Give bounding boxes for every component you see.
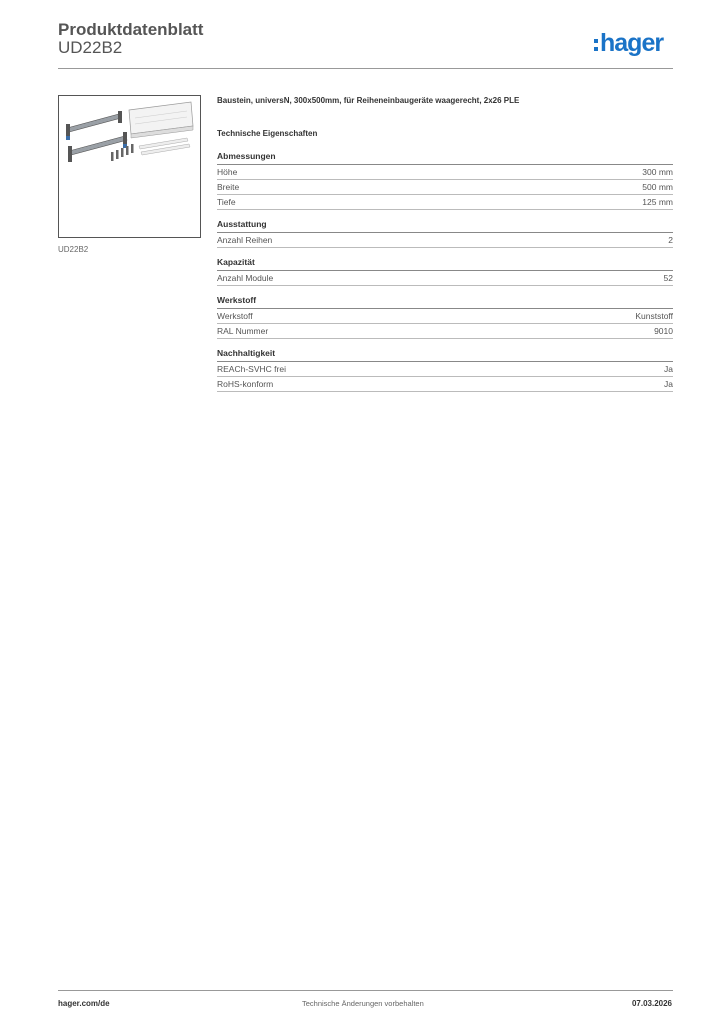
spec-value: 300 mm xyxy=(642,167,673,177)
footer-notice: Technische Änderungen vorbehalten xyxy=(302,999,424,1008)
spec-label: RoHS-konform xyxy=(217,379,274,389)
spec-row xyxy=(217,195,673,210)
section-title: Kapazität xyxy=(217,257,673,271)
image-caption: UD22B2 xyxy=(58,245,89,254)
spec-label: Breite xyxy=(217,182,240,192)
section-title: Nachhaltigkeit xyxy=(217,348,673,362)
spec-value: 125 mm xyxy=(642,197,673,207)
spec-value: 52 xyxy=(663,273,673,283)
section-title: Abmessungen xyxy=(217,151,673,165)
spec-row xyxy=(217,271,673,286)
cover-strips-illustration xyxy=(139,138,190,155)
spec-row xyxy=(217,180,673,195)
spec-row xyxy=(217,362,673,377)
spec-label: Höhe xyxy=(217,167,238,177)
logo-text: hager xyxy=(600,29,664,57)
spec-value: 2 xyxy=(668,235,673,245)
cover-panel-illustration xyxy=(129,102,193,138)
spec-section xyxy=(217,151,673,210)
product-code: UD22B2 xyxy=(58,38,123,57)
spec-row xyxy=(217,165,673,180)
footer-website: hager.com/de xyxy=(58,999,110,1008)
page-title: Produktdatenblatt xyxy=(58,20,204,39)
spec-section xyxy=(217,295,673,339)
spec-value: 9010 xyxy=(654,326,673,336)
spec-section xyxy=(217,219,673,248)
product-image xyxy=(58,95,201,238)
hager-logo xyxy=(594,26,674,56)
spec-value: Ja xyxy=(664,364,673,374)
spec-row xyxy=(217,377,673,392)
spec-value: Kunststoff xyxy=(635,311,673,321)
spec-sections xyxy=(217,151,673,392)
spec-value: 500 mm xyxy=(642,182,673,192)
spec-label: Werkstoff xyxy=(217,311,253,321)
spec-content xyxy=(217,96,673,392)
spec-label: RAL Nummer xyxy=(217,326,269,336)
spec-label: Anzahl Module xyxy=(217,273,274,283)
logo-dots-icon xyxy=(594,39,598,51)
spec-label: REACh-SVHC frei xyxy=(217,364,286,374)
section-title: Werkstoff xyxy=(217,295,673,309)
spec-section xyxy=(217,257,673,286)
spec-row xyxy=(217,324,673,339)
spec-value: Ja xyxy=(664,379,673,389)
spec-row xyxy=(217,233,673,248)
footer-divider xyxy=(58,990,673,991)
footer-date: 07.03.2026 xyxy=(631,999,672,1008)
header-divider xyxy=(58,68,673,69)
section-title: Ausstattung xyxy=(217,219,673,233)
tech-properties-heading: Technische Eigenschaften xyxy=(217,129,318,138)
product-description: Baustein, universN, 300x500mm, für Reiheneinbaugeräte waagerecht, 2x26 PLE xyxy=(217,96,520,105)
spec-section xyxy=(217,348,673,392)
screws-illustration xyxy=(111,144,134,161)
spec-label: Anzahl Reihen xyxy=(217,235,273,245)
spec-label: Tiefe xyxy=(217,197,236,207)
spec-row xyxy=(217,309,673,324)
